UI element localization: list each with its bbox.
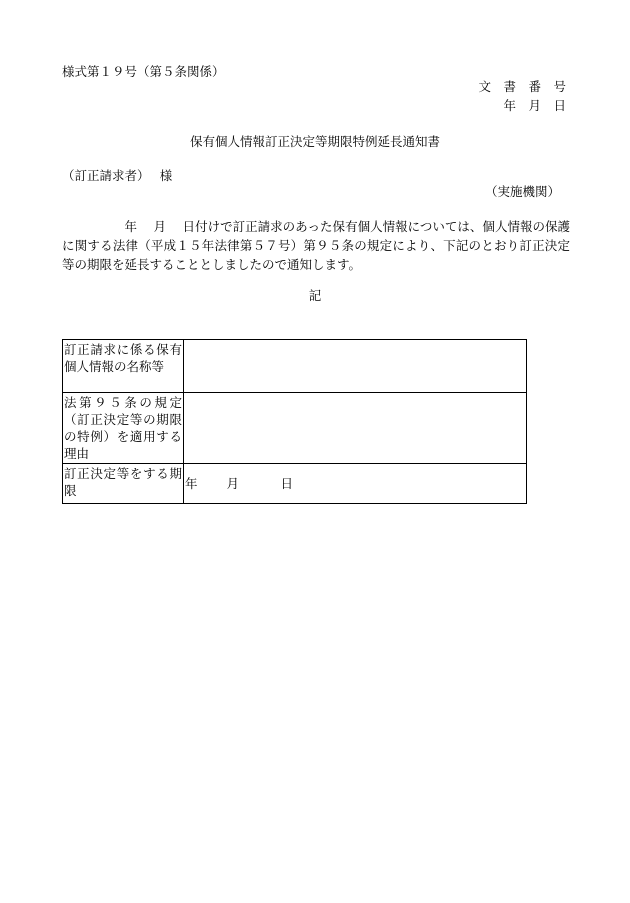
- row-label-reason: 法第９５条の規定（訂正決定等の期限の特例）を適用する理由: [63, 393, 184, 464]
- body-paragraph: 年 月 日付けで訂正請求のあった保有個人情報については、個人情報の保護に関する法律（平成１５年法律第５７号）第９５条の規定により、下記のとおり訂正決定等の期限を延長することとしましたので通知します。: [62, 219, 570, 272]
- document-number-label: 文 書 番 号: [478, 79, 566, 94]
- addressee: （訂正請求者） 様: [62, 168, 173, 183]
- document-title: 保有個人情報訂正決定等期限特例延長通知書: [189, 134, 440, 149]
- row-value-deadline: 年 月 日: [184, 464, 527, 504]
- document-date-label: 年 月 日: [503, 98, 566, 113]
- row-value-info-name: [184, 340, 527, 393]
- row-label-info-name: 訂正請求に係る保有個人情報の名称等: [63, 340, 184, 393]
- row-label-deadline: 訂正決定等をする期限: [63, 464, 184, 504]
- ki-heading: 記: [308, 288, 322, 303]
- table-row: [63, 464, 527, 504]
- table-row: [63, 393, 527, 464]
- table-row: [63, 340, 527, 393]
- form-number: 様式第１９号（第５条関係）: [62, 64, 225, 79]
- info-table: [62, 339, 527, 504]
- issuing-agency: （実施機関）: [484, 184, 560, 199]
- row-value-reason: [184, 393, 527, 464]
